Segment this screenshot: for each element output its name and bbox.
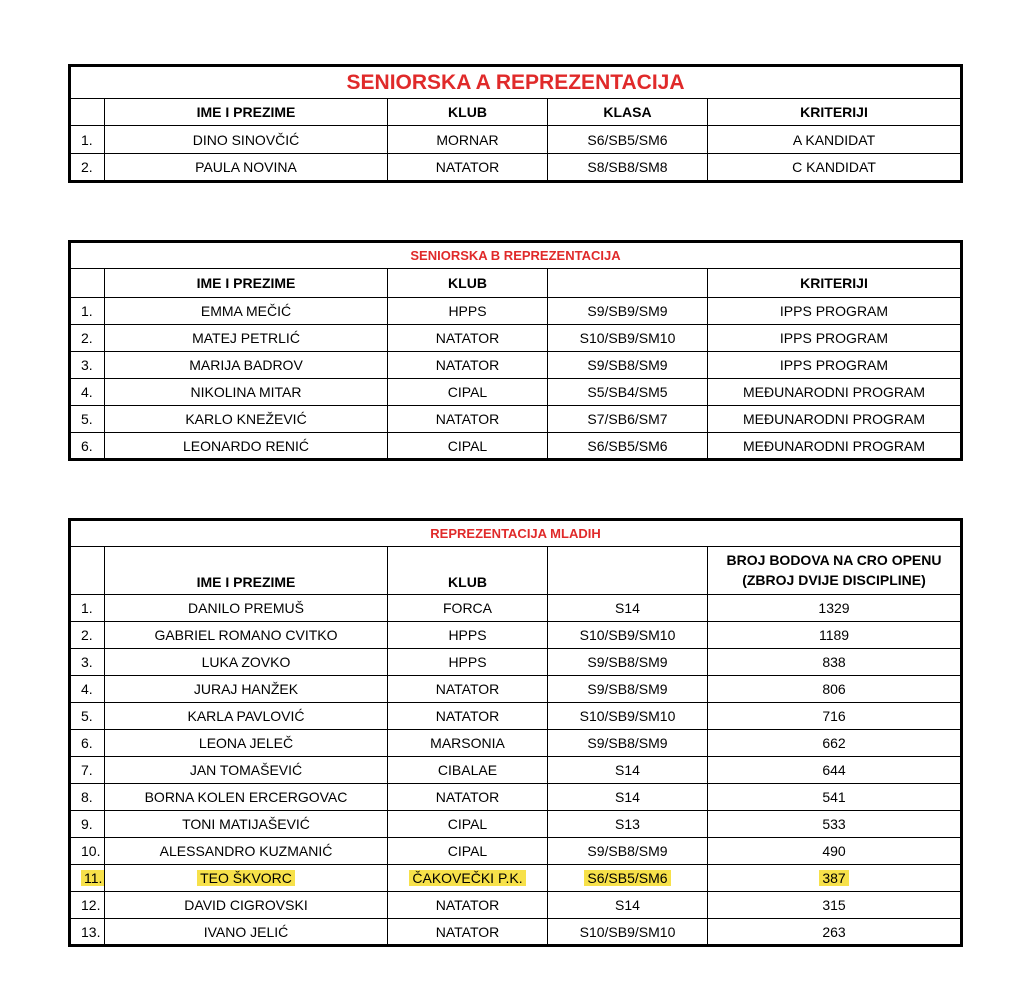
class: S9/SB8/SM9 [548,838,708,865]
athlete-name: BORNA KOLEN ERCERGOVAC [105,784,388,811]
athlete-name: JAN TOMAŠEVIĆ [105,757,388,784]
class: S9/SB8/SM9 [548,730,708,757]
table-row [70,154,962,182]
table-title: REPREZENTACIJA MLADIH [70,520,962,547]
club: NATATOR [388,703,548,730]
club: CIPAL [388,433,548,460]
header-row [70,547,962,595]
club: NATATOR [388,325,548,352]
club: CIPAL [388,838,548,865]
class: S7/SB6/SM7 [548,406,708,433]
points: 490 [708,838,962,865]
highlight-mark: 387 [819,870,848,886]
header-row [70,269,962,298]
table-row [70,919,962,946]
table-row [70,676,962,703]
row-number: 2. [70,622,105,649]
athlete-name: PAULA NOVINA [105,154,388,182]
table-title: SENIORSKA B REPREZENTACIJA [70,242,962,269]
row-number: 7. [70,757,105,784]
club: CIPAL [388,811,548,838]
row-number: 2. [70,154,105,182]
row-number: 10. [70,838,105,865]
athlete-name: KARLO KNEŽEVIĆ [105,406,388,433]
class: S9/SB8/SM9 [548,649,708,676]
club: NATATOR [388,919,548,946]
criteria: IPPS PROGRAM [708,325,962,352]
club: NATATOR [388,352,548,379]
header-row [70,99,962,126]
header-class [548,269,708,298]
athlete-name: GABRIEL ROMANO CVITKO [105,622,388,649]
criteria: MEĐUNARODNI PROGRAM [708,406,962,433]
athlete-name: KARLA PAVLOVIĆ [105,703,388,730]
header-name: IME I PREZIME [105,99,388,126]
header-num [70,99,105,126]
row-number [70,865,105,892]
row-number: 3. [70,352,105,379]
seniorska-b-table [68,240,963,461]
criteria: MEĐUNARODNI PROGRAM [708,433,962,460]
criteria: MEĐUNARODNI PROGRAM [708,379,962,406]
header-class [548,547,708,595]
athlete-name: JURAJ HANŽEK [105,676,388,703]
header-name: IME I PREZIME [105,269,388,298]
header-points-line2: (ZBROJ DVIJE DISCIPLINE) [742,572,926,588]
class [548,865,708,892]
athlete-name: LEONA JELEČ [105,730,388,757]
row-number: 12. [70,892,105,919]
class: S9/SB8/SM9 [548,352,708,379]
points: 533 [708,811,962,838]
table-row [70,622,962,649]
row-number: 8. [70,784,105,811]
club: FORCA [388,595,548,622]
criteria: IPPS PROGRAM [708,352,962,379]
header-club: KLUB [388,99,548,126]
header-criteria: KRITERIJI [708,99,962,126]
points: 662 [708,730,962,757]
reprezentacija-mladih-table [68,518,963,947]
row-number: 9. [70,811,105,838]
header-num [70,547,105,595]
row-number: 1. [70,298,105,325]
class: S14 [548,784,708,811]
class: S6/SB5/SM6 [548,126,708,154]
club: NATATOR [388,892,548,919]
table-row [70,811,962,838]
row-number: 13. [70,919,105,946]
class: S10/SB9/SM10 [548,622,708,649]
points [708,865,962,892]
class: S10/SB9/SM10 [548,919,708,946]
criteria: C KANDIDAT [708,154,962,182]
header-num [70,269,105,298]
points: 541 [708,784,962,811]
points: 315 [708,892,962,919]
class: S10/SB9/SM10 [548,325,708,352]
header-criteria: KRITERIJI [708,269,962,298]
table-row [70,892,962,919]
table-row [70,352,962,379]
highlight-mark: 11. [81,870,105,886]
row-number: 1. [70,126,105,154]
athlete-name: MARIJA BADROV [105,352,388,379]
club: HPPS [388,622,548,649]
table-row [70,838,962,865]
points: 716 [708,703,962,730]
criteria: A KANDIDAT [708,126,962,154]
table-row [70,757,962,784]
athlete-name: ALESSANDRO KUZMANIĆ [105,838,388,865]
club: HPPS [388,298,548,325]
athlete-name: NIKOLINA MITAR [105,379,388,406]
club: MORNAR [388,126,548,154]
table-row [70,649,962,676]
row-number: 5. [70,406,105,433]
highlight-mark: ČAKOVEČKI P.K. [409,870,525,886]
athlete-name: EMMA MEČIĆ [105,298,388,325]
club: NATATOR [388,676,548,703]
row-number: 3. [70,649,105,676]
athlete-name: LUKA ZOVKO [105,649,388,676]
club: CIBALAE [388,757,548,784]
points: 263 [708,919,962,946]
athlete-name: MATEJ PETRLIĆ [105,325,388,352]
header-club: KLUB [388,269,548,298]
table-row [70,126,962,154]
header-points [708,547,962,595]
club: NATATOR [388,154,548,182]
table-row [70,406,962,433]
club: CIPAL [388,379,548,406]
class: S6/SB5/SM6 [548,433,708,460]
table-row-highlighted [70,865,962,892]
athlete-name: LEONARDO RENIĆ [105,433,388,460]
class: S14 [548,892,708,919]
table-row [70,703,962,730]
seniorska-a-table [68,64,963,183]
highlight-mark: S6/SB5/SM6 [584,870,670,886]
club: NATATOR [388,406,548,433]
club: MARSONIA [388,730,548,757]
header-points-line1: BROJ BODOVA NA CRO OPENU [726,552,942,568]
row-number: 4. [70,676,105,703]
class: S10/SB9/SM10 [548,703,708,730]
class: S14 [548,595,708,622]
club: HPPS [388,649,548,676]
table-title: SENIORSKA A REPREZENTACIJA [70,66,962,99]
athlete-name: DAVID CIGROVSKI [105,892,388,919]
table-row [70,595,962,622]
header-name: IME I PREZIME [105,547,388,595]
athlete-name: DANILO PREMUŠ [105,595,388,622]
header-club: KLUB [388,547,548,595]
class: S9/SB8/SM9 [548,676,708,703]
club: NATATOR [388,784,548,811]
class: S13 [548,811,708,838]
header-class: KLASA [548,99,708,126]
athlete-name: TONI MATIJAŠEVIĆ [105,811,388,838]
table-row [70,784,962,811]
highlight-mark: TEO ŠKVORC [197,870,295,886]
athlete-name: IVANO JELIĆ [105,919,388,946]
class: S14 [548,757,708,784]
row-number: 4. [70,379,105,406]
points: 1329 [708,595,962,622]
class: S8/SB8/SM8 [548,154,708,182]
row-number: 5. [70,703,105,730]
class: S5/SB4/SM5 [548,379,708,406]
criteria: IPPS PROGRAM [708,298,962,325]
table-row [70,325,962,352]
table-row [70,433,962,460]
table-row [70,379,962,406]
row-number: 1. [70,595,105,622]
table-row [70,730,962,757]
athlete-name [105,865,388,892]
club [388,865,548,892]
row-number: 6. [70,433,105,460]
class: S9/SB9/SM9 [548,298,708,325]
athlete-name: DINO SINOVČIĆ [105,126,388,154]
points: 806 [708,676,962,703]
points: 1189 [708,622,962,649]
row-number: 2. [70,325,105,352]
points: 644 [708,757,962,784]
points: 838 [708,649,962,676]
table-row [70,298,962,325]
row-number: 6. [70,730,105,757]
